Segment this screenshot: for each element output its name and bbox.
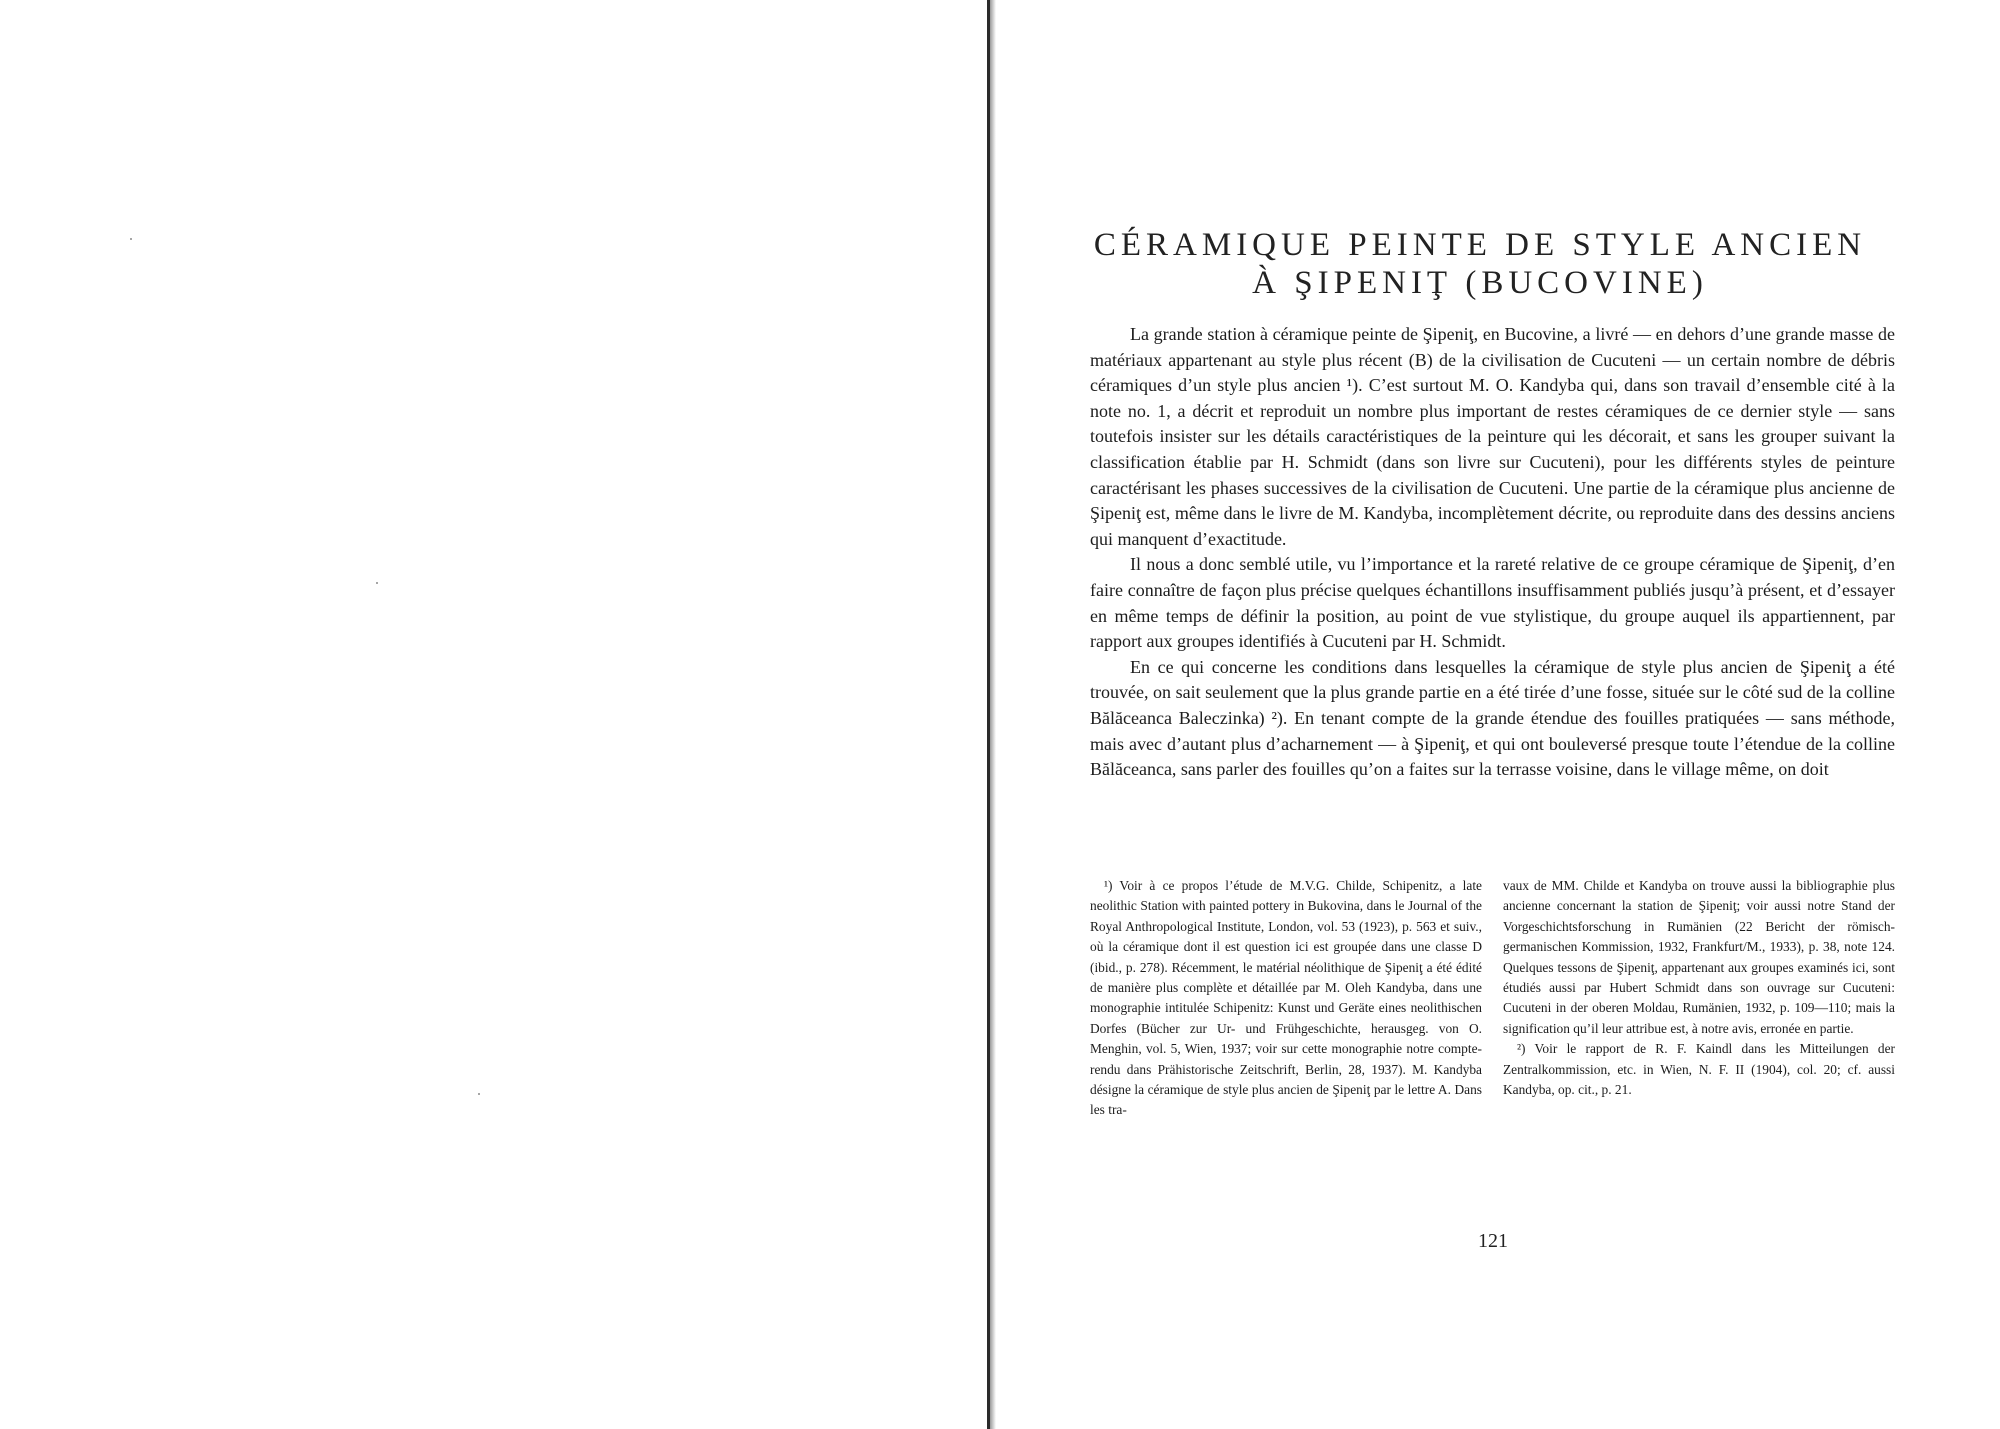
footnote-1-continued: vaux de MM. Childe et Kandyba on trouve aussi la bibliographie plus ancienne concernant la station de Şipeniţ; voir aussi notre Stand der Vorgeschichtsforschung in Rumänien (22 Bericht der römisch-germanischen Kommission, 1932, Frankfurt/M., 1933), p. 38, note 124. Quelques tessons de Şipeniţ, appartenant aux groupes examinés ici, sont étudiés aussi par Hubert Schmidt dans son ouvrage sur Cucuteni: Cucuteni in der oberen Moldau, Rumänien, 1932, p. 109—110; mais la signification qu’il leur attribue est, à notre avis, erronée en partie. <box>1503 878 1895 1036</box>
title-line-1: CÉRAMIQUE PEINTE DE STYLE ANCIEN <box>1093 227 1867 263</box>
footnotes <box>1090 876 1895 1121</box>
footnote-2: ²) Voir le rapport de R. F. Kaindl dans les Mitteilungen der Zentralkommission, etc. in Wien, N. F. II (1904), col. 20; cf. aussi Kandyba, op. cit., p. 21. <box>1503 1041 1895 1098</box>
paper-speck <box>478 1093 480 1095</box>
paper-speck <box>376 582 378 584</box>
article-body <box>1090 322 1895 783</box>
page-number: 121 <box>1478 1230 1508 1252</box>
footnote-column-right <box>1503 876 1895 1121</box>
footnote-1: ¹) Voir à ce propos l’étude de M.V.G. Childe, Schipenitz, a late neolithic Station with painted pottery in Bukovina, dans le Journal of the Royal Anthropological Institute, London, vol. 53 (1923), p. 563 et suiv., où la céramique dont il est question ici est groupée dans une classe D (ibid., p. 278). Récemment, le matérial néolithique de Şipeniţ a été édité de manière plus complète et détaillée par M. Oleh Kandyba, dans une monographie intitulée Schipenitz: Kunst und Geräte eines neolithischen Dorfes (Bücher zur Ur- und Frühgeschichte, herausgeg. von O. Menghin, vol. 5, Wien, 1937; voir sur cette monographie notre compte-rendu dans Prähistorische Zeitschrift, Berlin, 28, 1937). M. Kandyba désigne la céramique de style plus ancien de Şipeniţ par le lettre A. Dans les tra- <box>1090 878 1482 1118</box>
paragraph-1: La grande station à céramique peinte de Şipeniţ, en Bucovine, a livré — en dehors d’une grande masse de matériaux appartenant au style plus récent (B) de la civilisation de Cucuteni — un certain nombre de débris céramiques d’un style plus ancien ¹). C’est surtout M. O. Kandyba qui, dans son travail d’ensemble cité à la note no. 1, a décrit et reproduit un nombre plus important de restes céramiques de ce dernier style — sans toutefois insister sur les détails caractéristiques de la peinture qui les décorait, et sans les grouper suivant la classification établie par H. Schmidt (dans son livre sur Cucuteni), pour les différents styles de peinture caractérisant les phases successives de la civilisation de Cucuteni. Une partie de la céramique plus ancienne de Şipeniţ est, même dans le livre de M. Kandyba, incomplètement décrite, ou reproduite dans des dessins anciens qui manquent d’exactitude. <box>1090 324 1895 549</box>
paper-speck <box>130 238 132 240</box>
paragraph-2: Il nous a donc semblé utile, vu l’importance et la rareté relative de ce groupe céramique de Şipeniţ, d’en faire connaître de façon plus précise quelques échantillons insuffisamment publiés jusqu’à présent, et d’essayer en même temps de définir la position, au point de vue stylistique, du groupe auquel ils appartiennent, par rapport aux groupes identifiés à Cucuteni par H. Schmidt. <box>1090 554 1895 652</box>
left-page-blank <box>0 0 990 1429</box>
paragraph-3: En ce qui concerne les conditions dans lesquelles la céramique de style plus ancien de Şipeniţ a été trouvée, on sait seulement que la plus grande partie en a été tirée d’une fosse, située sur le côté sud de la colline Bălăceanca Baleczinka) ²). En tenant compte de la grande étendue des fouilles pratiquées — sans méthode, mais avec d’autant plus d’acharnement — à Şipeniţ, et qui ont bouleversé presque toute l’étendue de la colline Bălăceanca, sans parler des fouilles qu’on a faites sur la terrasse voisine, dans le village même, on doit <box>1090 656 1895 780</box>
footnote-column-left <box>1090 876 1482 1121</box>
article-title <box>1090 226 1870 302</box>
title-line-2: À ŞIPENIŢ (BUCOVINE) <box>1252 265 1708 301</box>
